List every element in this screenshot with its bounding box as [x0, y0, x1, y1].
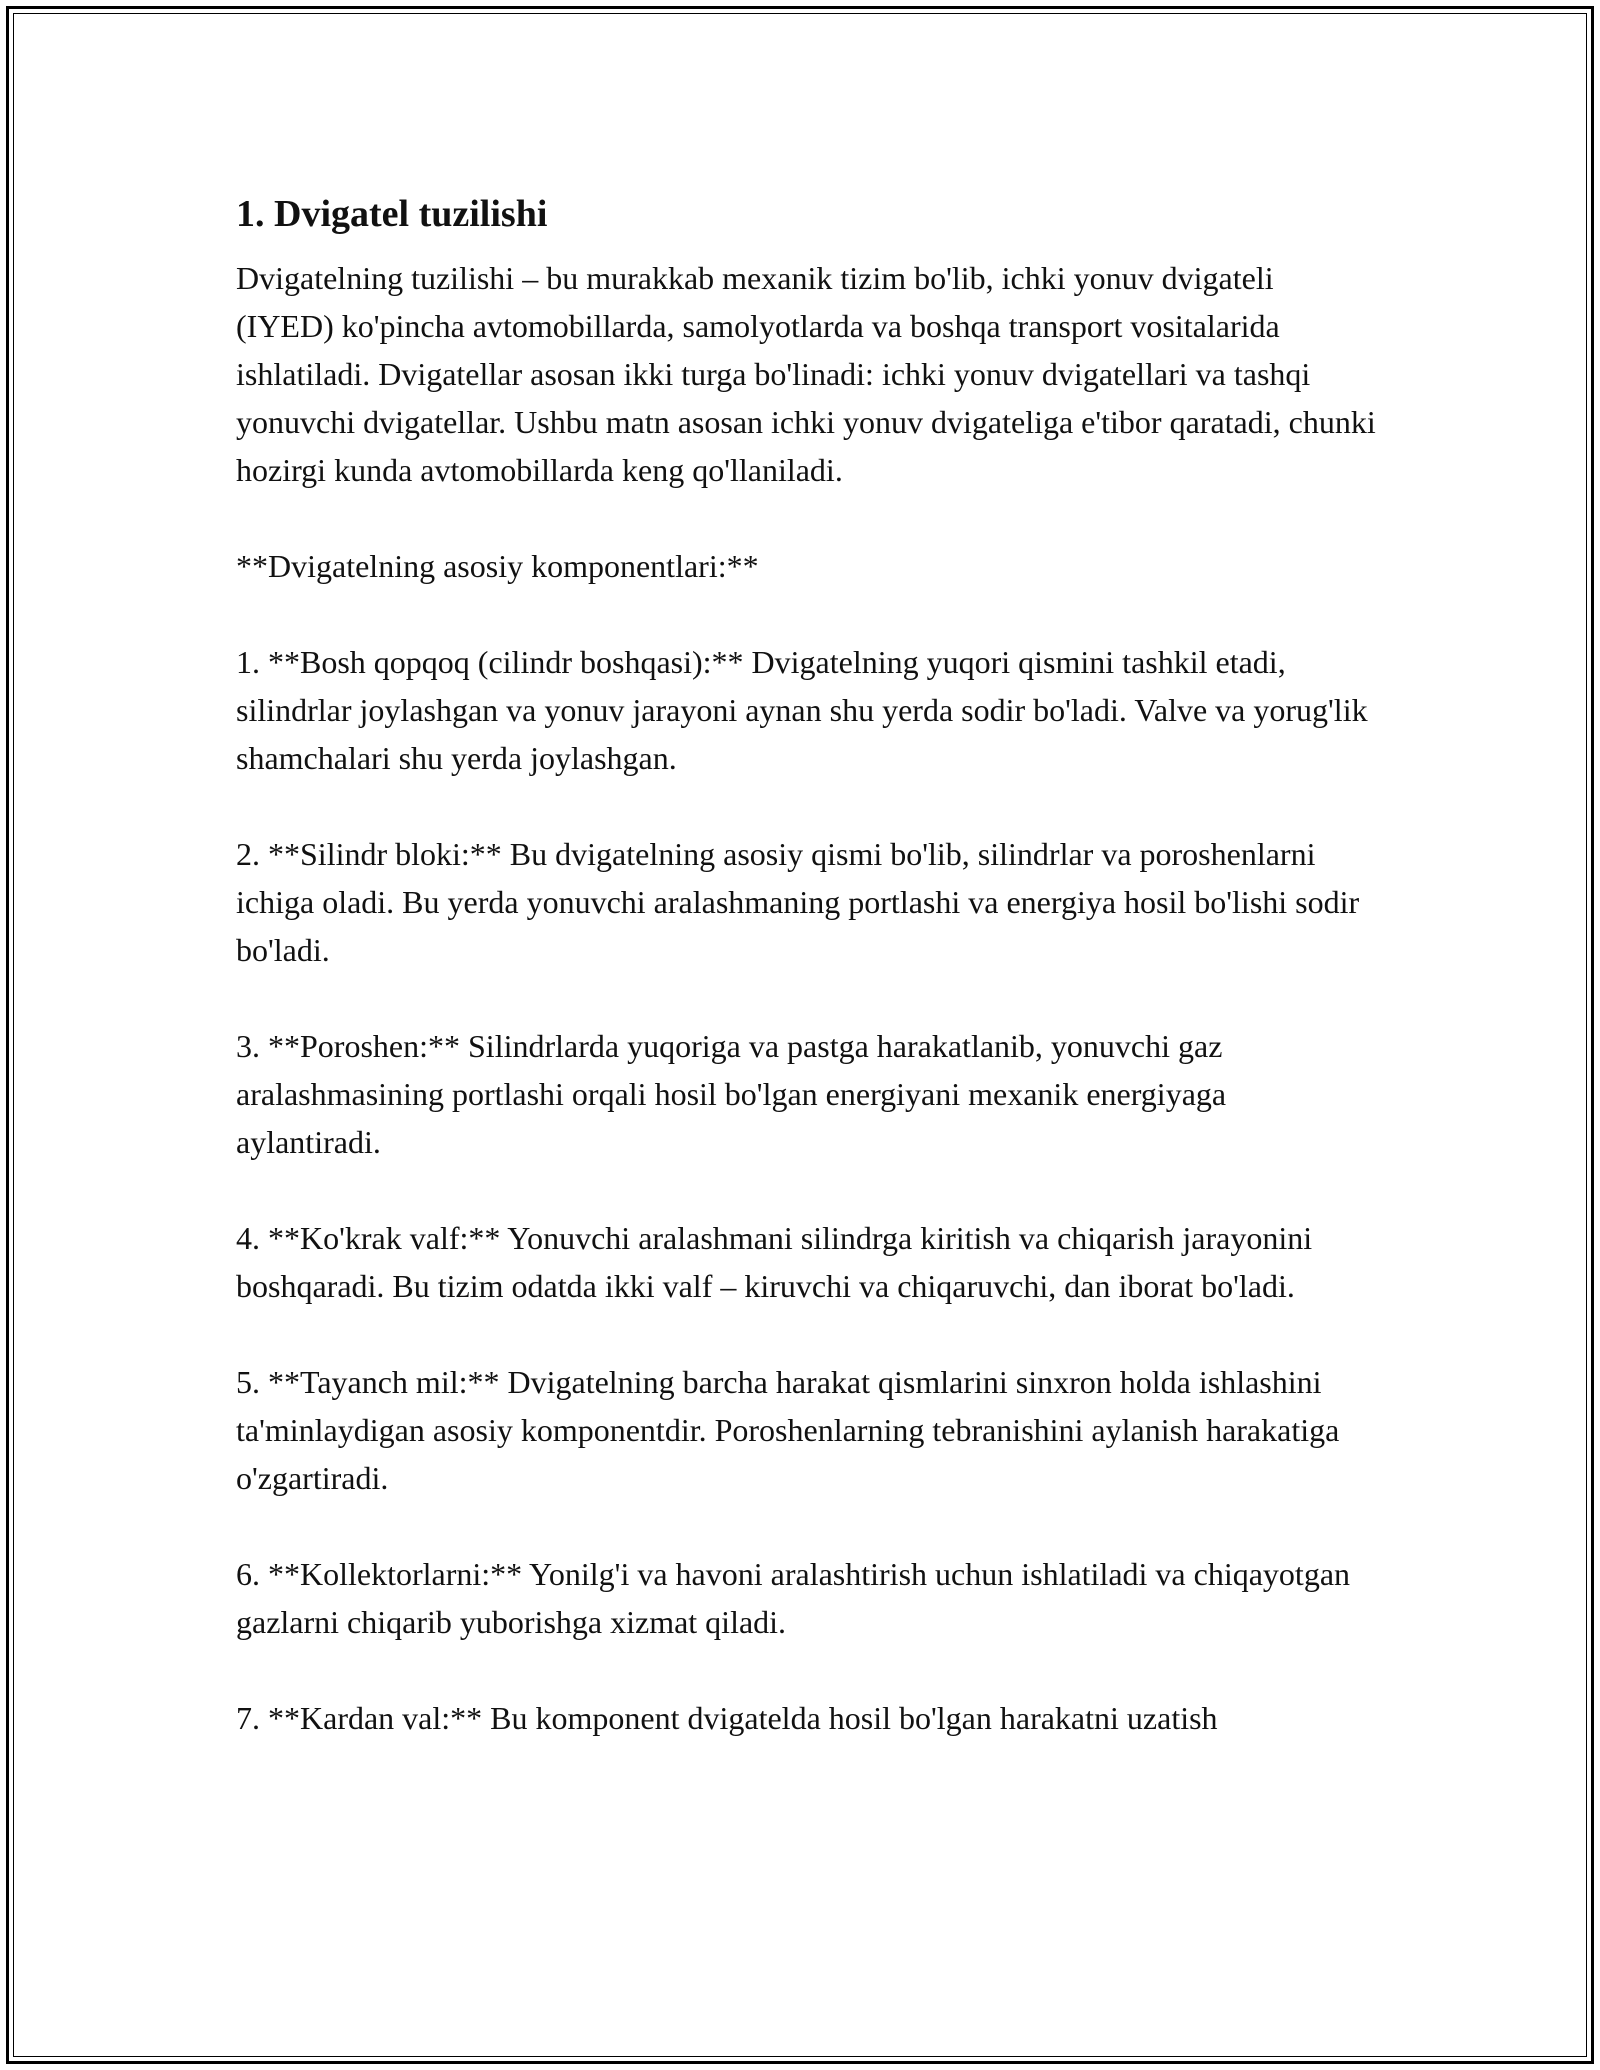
list-item: 5. **Tayanch mil:** Dvigatelning barcha harakat qismlarini sinxron holda ishlashini ta'minlaydigan asosiy komponentdir. Poroshenlarning tebranishini aylanish harakatiga o'zgartiradi. [236, 1364, 1340, 1496]
document-body [236, 186, 1376, 1742]
list-item: 6. **Kollektorlarni:** Yonilg'i va havoni aralashtirish uchun ishlatiladi va chiqayotgan gazlarni chiqarib yuborishga xizmat qiladi. [236, 1556, 1351, 1640]
list-item: 7. **Kardan val:** Bu komponent dvigatelda hosil bo'lgan harakatni uzatish [236, 1700, 1218, 1736]
list-item: 1. **Bosh qopqoq (cilindr boshqasi):** Dvigatelning yuqori qismini tashkil etadi, silindrlar joylashgan va yonuv jarayoni aynan shu yerda sodir bo'ladi. Valve va yorug'lik shamchalari shu yerda joylashgan. [236, 644, 1368, 776]
components-heading: **Dvigatelning asosiy komponentlari:** [236, 548, 759, 584]
page-title: 1. Dvigatel tuzilishi [236, 193, 548, 235]
list-item: 3. **Poroshen:** Silindrlarda yuqoriga va pastga harakatlanib, yonuvchi gaz aralashmasining portlashi orqali hosil bo'lgan energiyani mexanik energiyaga aylantiradi. [236, 1028, 1227, 1160]
list-item: 2. **Silindr bloki:** Bu dvigatelning asosiy qismi bo'lib, silindrlar va poroshenlarni ichiga oladi. Bu yerda yonuvchi aralashmaning portlashi va energiya hosil bo'lishi sodir bo'ladi. [236, 836, 1360, 968]
intro-paragraph: Dvigatelning tuzilishi – bu murakkab mexanik tizim bo'lib, ichki yonuv dvigateli (IYED) ko'pincha avtomobillarda, samolyotlarda va boshqa transport vositalarida ishlatiladi. Dvigatellar asosan ikki turga bo'linadi: ichki yonuv dvigatellari va tashqi yonuvchi dvigatellar. Ushbu matn asosan ichki yonuv dvigateliga e'tibor qaratadi, chunki hozirgi kunda avtomobillarda keng qo'llaniladi. [236, 260, 1376, 488]
list-item: 4. **Ko'krak valf:** Yonuvchi aralashmani silindrga kiritish va chiqarish jarayonini boshqaradi. Bu tizim odatda ikki valf – kiruvchi va chiqaruvchi, dan iborat bo'ladi. [236, 1220, 1313, 1304]
